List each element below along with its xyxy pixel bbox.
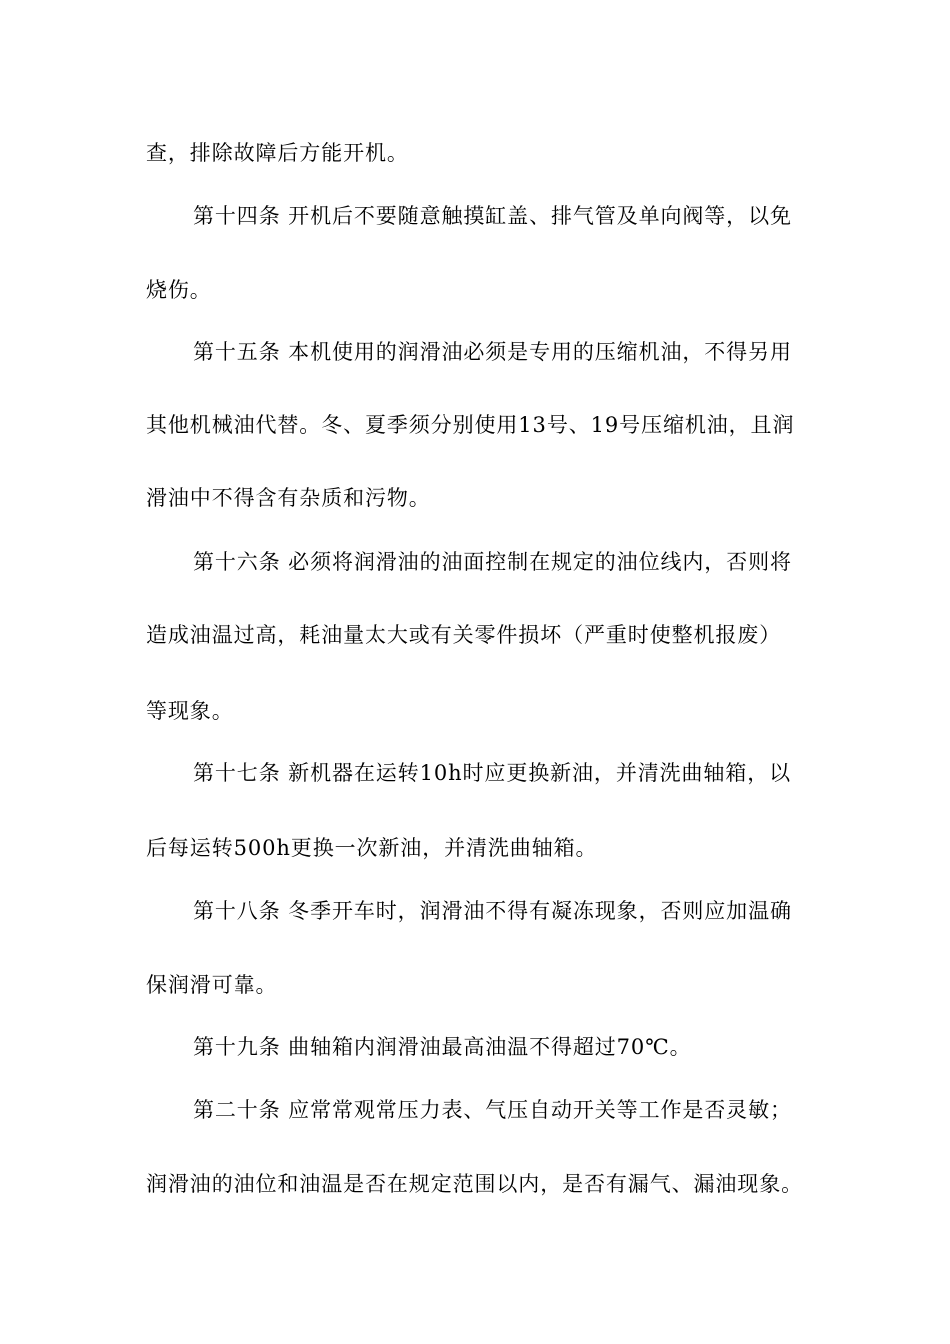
text-line: 保润滑可靠。 <box>146 973 278 997</box>
article-17-line-1: 第十七条 新机器在运转10h时应更换新油，并清洗曲轴箱，以 <box>193 761 792 785</box>
article-16-line-1: 第十六条 必须将润滑油的油面控制在规定的油位线内，否则将 <box>193 550 792 574</box>
text-line: 润滑油的油位和油温是否在规定范围以内，是否有漏气、漏油现象。 <box>146 1172 803 1196</box>
text-line: 滑油中不得含有杂质和污物。 <box>146 486 431 510</box>
text-line: 造成油温过高，耗油量太大或有关零件损坏（严重时使整机报废） <box>146 623 782 647</box>
article-19-line-1: 第十九条 曲轴箱内润滑油最高油温不得超过70℃。 <box>193 1035 692 1059</box>
article-15-line-1: 第十五条 本机使用的润滑油必须是专用的压缩机油，不得另用 <box>193 340 792 364</box>
article-20-line-1: 第二十条 应常常观常压力表、气压自动开关等工作是否灵敏； <box>193 1098 792 1122</box>
text-line: 后每运转500h更换一次新油，并清洗曲轴箱。 <box>146 836 598 860</box>
text-line: 其他机械油代替。冬、夏季须分别使用13号、19号压缩机油，且润 <box>146 413 795 437</box>
text-line: 查，排除故障后方能开机。 <box>146 141 409 165</box>
article-14-line-1: 第十四条 开机后不要随意触摸缸盖、排气管及单向阀等，以免 <box>193 204 792 228</box>
article-18-line-1: 第十八条 冬季开车时，润滑油不得有凝冻现象，否则应加温确 <box>193 899 792 923</box>
text-line: 等现象。 <box>146 699 234 723</box>
text-line: 烧伤。 <box>146 278 212 302</box>
